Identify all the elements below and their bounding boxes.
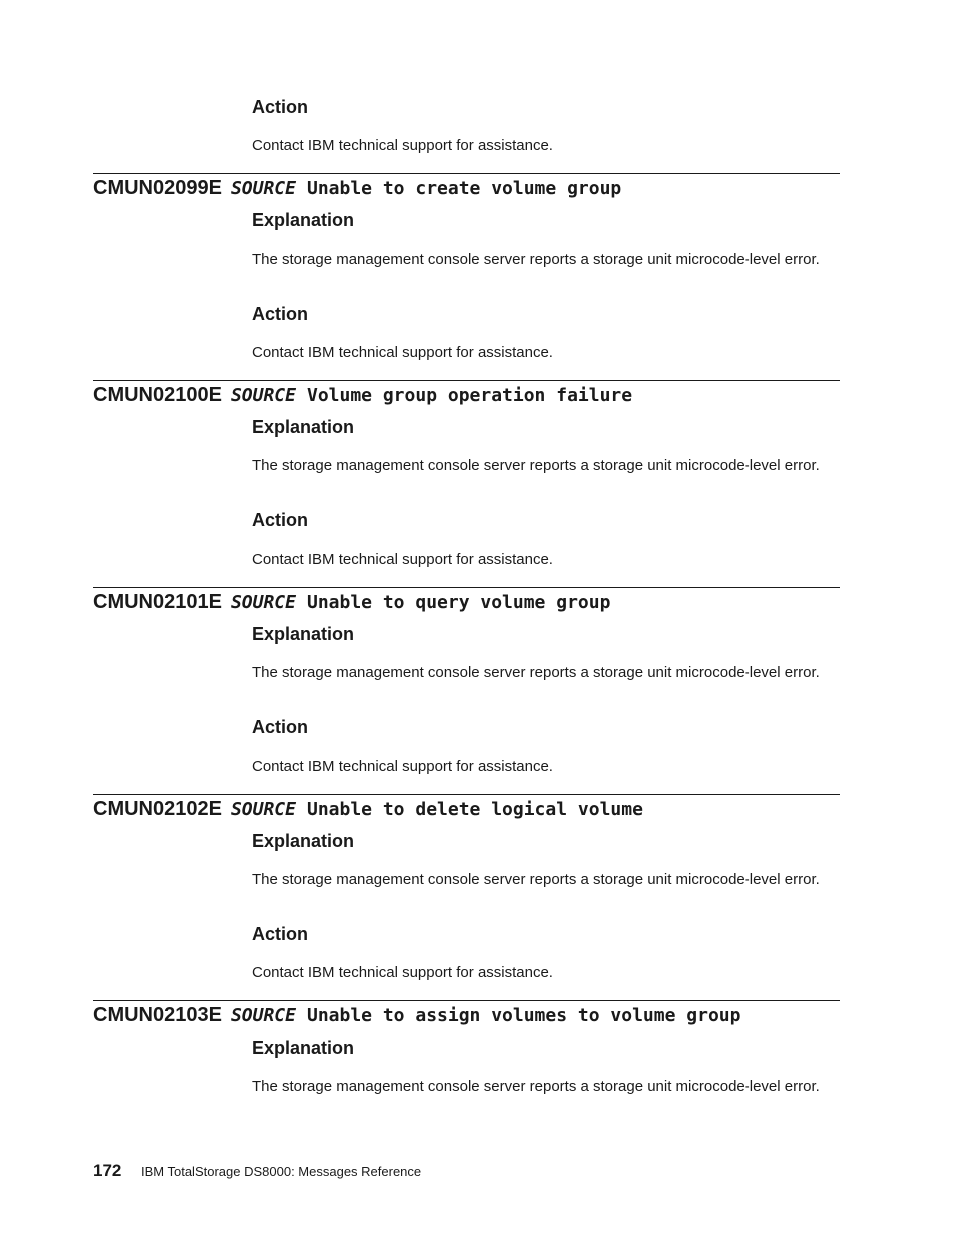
- message-id: CMUN02103E: [93, 1004, 222, 1026]
- message-source: SOURCE: [230, 178, 296, 199]
- action-text: Contact IBM technical support for assistance.: [252, 758, 553, 775]
- action-heading: Action: [252, 717, 308, 737]
- explanation-heading: Explanation: [252, 624, 355, 644]
- action-heading: Action: [252, 304, 308, 324]
- explanation-text: The storage management console server reports a storage unit microcode-level error.: [252, 457, 820, 474]
- message-id: CMUN02100E: [93, 384, 222, 406]
- page-number: 172: [93, 1161, 122, 1180]
- message-divider: [93, 794, 840, 795]
- message-title: [93, 591, 610, 617]
- message-id: CMUN02101E: [93, 591, 222, 613]
- explanation-text: The storage management console server reports a storage unit microcode-level error.: [252, 664, 820, 681]
- message-source: SOURCE: [230, 799, 296, 820]
- explanation-text: The storage management console server reports a storage unit microcode-level error.: [252, 1078, 820, 1095]
- explanation-heading: Explanation: [252, 417, 355, 437]
- explanation-text: The storage management console server reports a storage unit microcode-level error.: [252, 871, 820, 888]
- message-text: Unable to delete logical volume: [306, 799, 643, 820]
- message-text: Unable to query volume group: [306, 592, 611, 613]
- message-divider: [93, 1000, 840, 1001]
- action-text: Contact IBM technical support for assistance.: [252, 964, 553, 981]
- message-title: [93, 798, 643, 824]
- message-id: CMUN02099E: [93, 177, 222, 199]
- action-heading: Action: [252, 510, 308, 530]
- action-heading: Action: [252, 97, 308, 117]
- action-heading: Action: [252, 924, 308, 944]
- action-text: Contact IBM technical support for assistance.: [252, 137, 553, 154]
- book-title: IBM TotalStorage DS8000: Messages Reference: [141, 1164, 422, 1179]
- message-source: SOURCE: [230, 592, 296, 613]
- explanation-heading: Explanation: [252, 831, 355, 851]
- message-text: Unable to assign volumes to volume group: [306, 1005, 741, 1026]
- message-title: [93, 384, 632, 410]
- explanation-heading: Explanation: [252, 1038, 355, 1058]
- message-title: [93, 177, 621, 203]
- explanation-heading: Explanation: [252, 210, 355, 230]
- message-source: SOURCE: [230, 385, 296, 406]
- action-text: Contact IBM technical support for assistance.: [252, 344, 553, 361]
- message-divider: [93, 587, 840, 588]
- explanation-text: The storage management console server reports a storage unit microcode-level error.: [252, 251, 820, 268]
- message-text: Unable to create volume group: [306, 178, 622, 199]
- message-divider: [93, 173, 840, 174]
- message-divider: [93, 380, 840, 381]
- message-text: Volume group operation failure: [306, 385, 633, 406]
- message-source: SOURCE: [230, 1005, 296, 1026]
- action-text: Contact IBM technical support for assistance.: [252, 551, 553, 568]
- message-id: CMUN02102E: [93, 798, 222, 820]
- message-title: [93, 1004, 740, 1030]
